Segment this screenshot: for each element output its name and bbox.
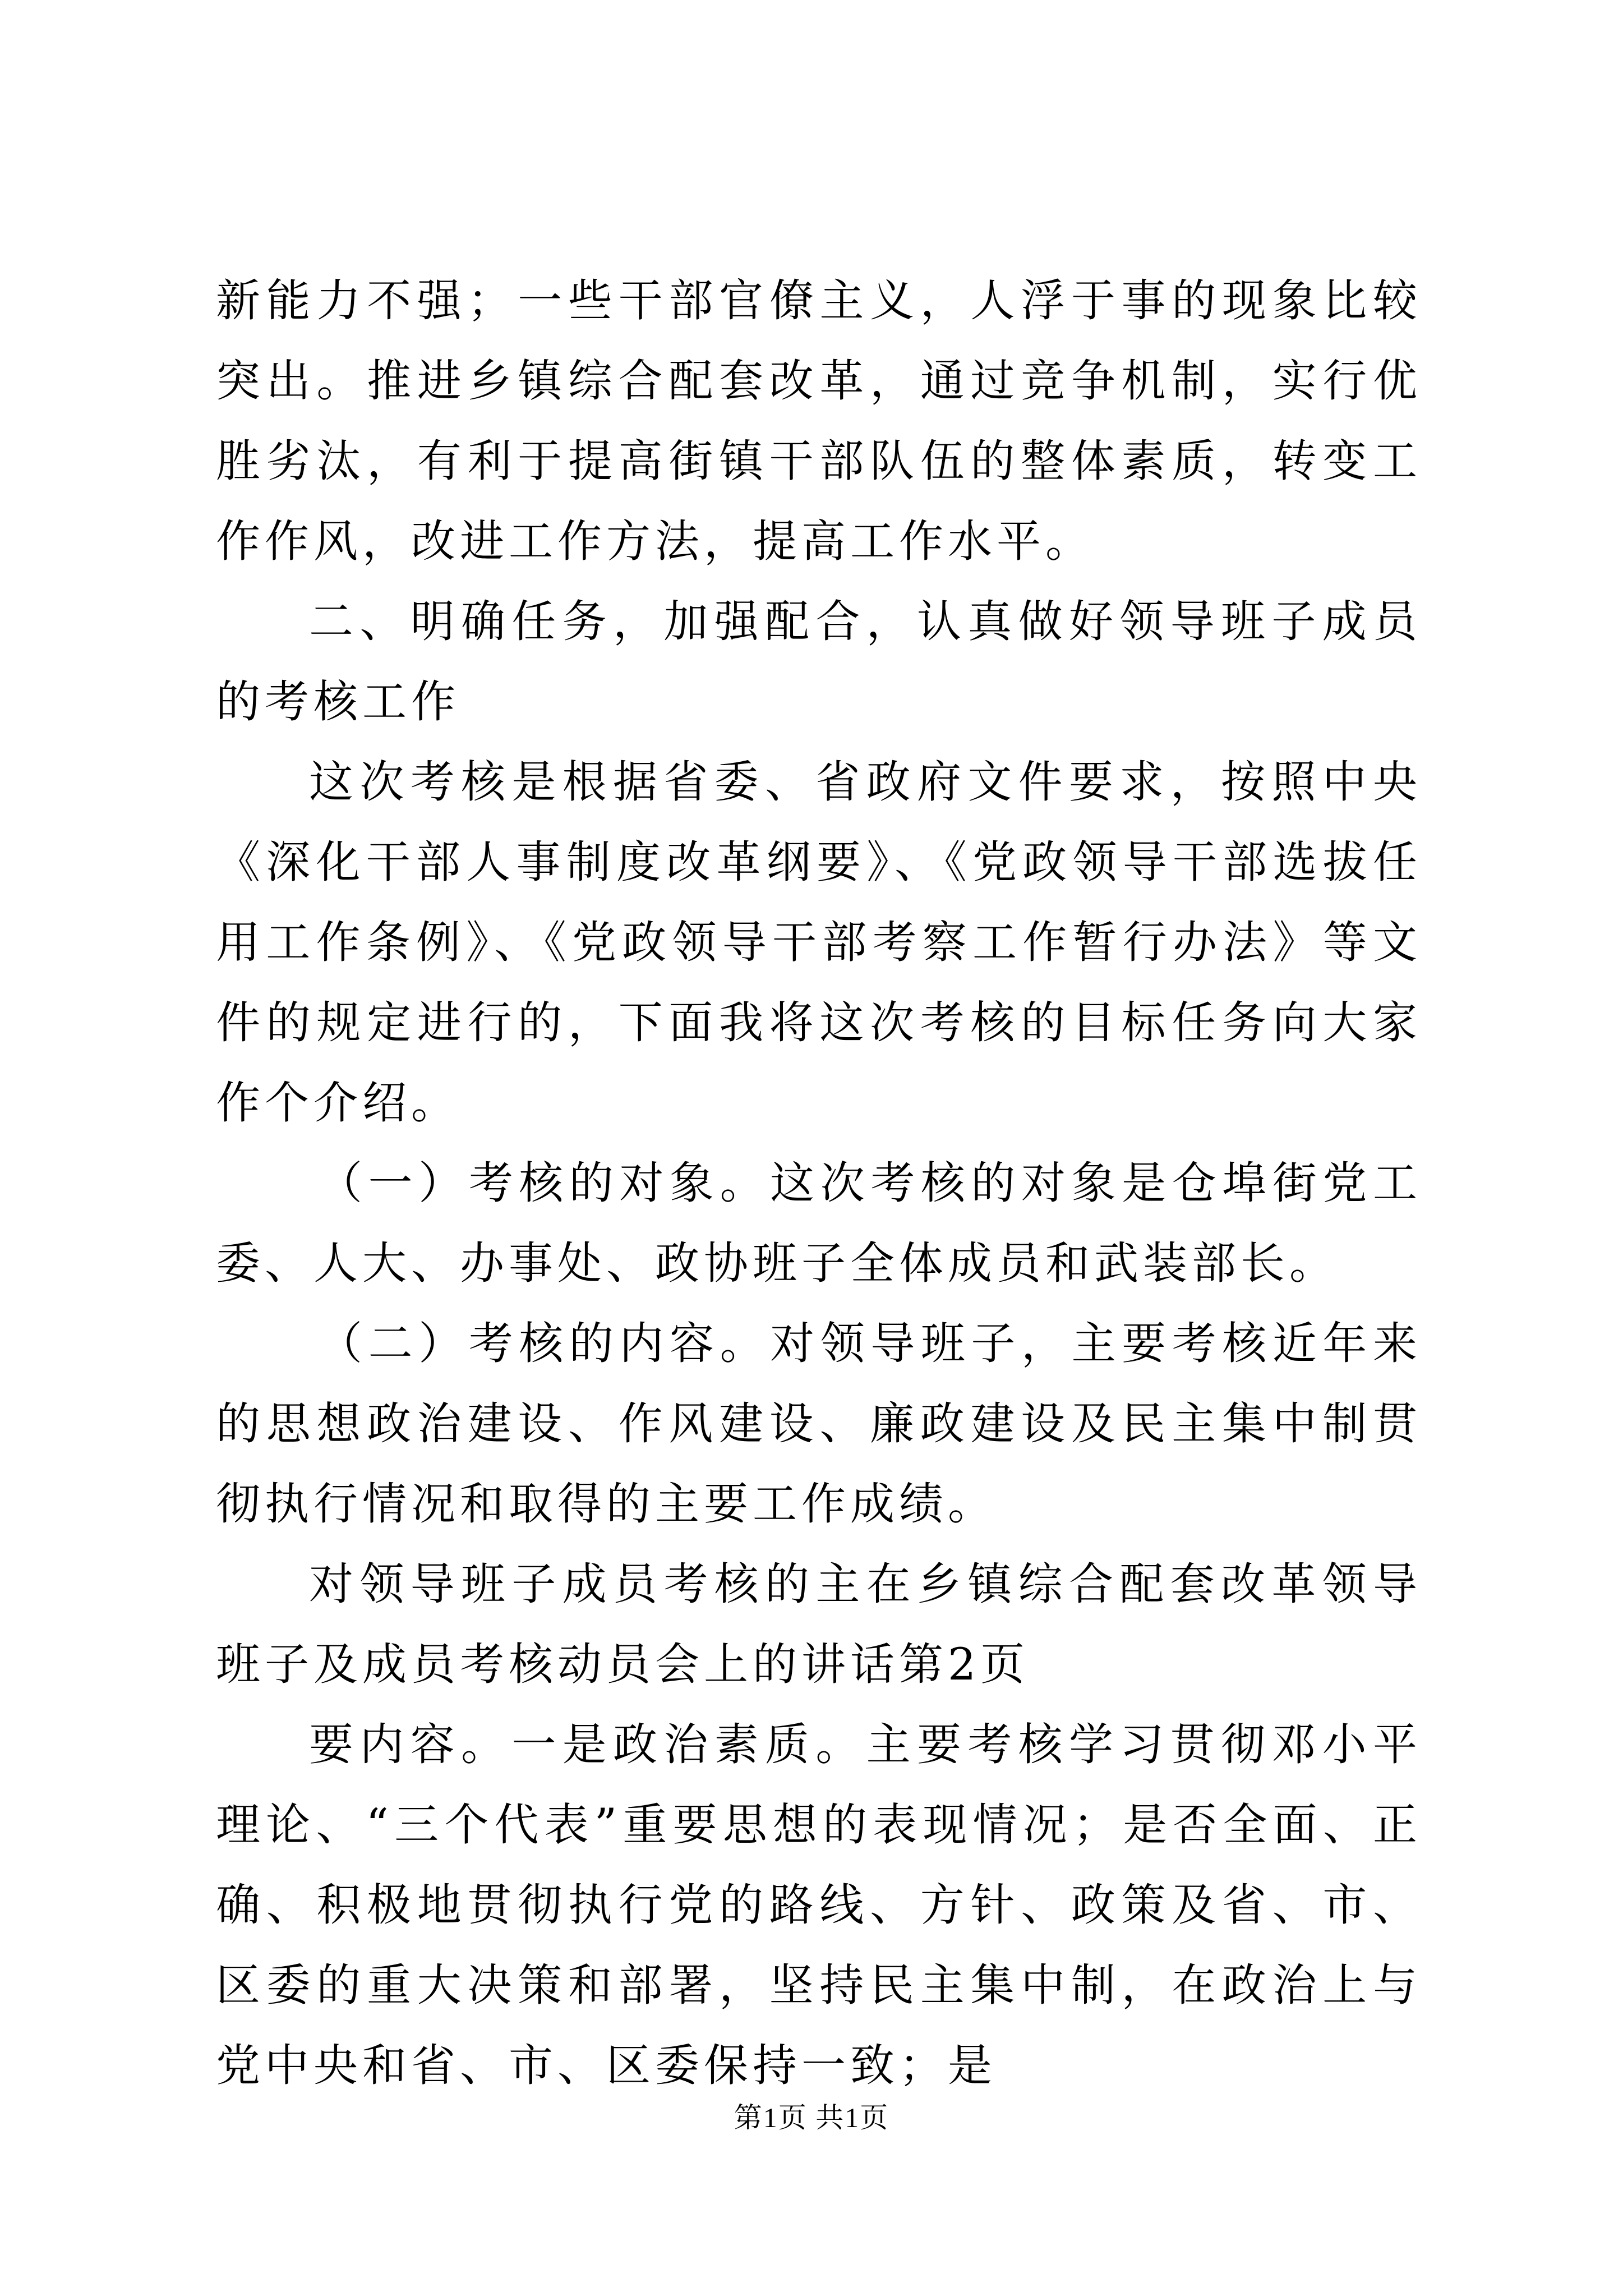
paragraph-assessment-target: （一）考核的对象。这次考核的对象是仓埠街党工委、人大、办事处、政协班子全体成员和武装部长。 [216, 1157, 1422, 1289]
paragraph-assessment-content: （二）考核的内容。对领导班子，主要考核近年来的思想政治建设、作风建设、廉政建设及民主集中制贯彻执行情况和取得的主要工作成绩。 [216, 1318, 1422, 1530]
paragraph-main-content: 要内容。一是政治素质。主要考核学习贯彻邓小平理论、“三个代表”重要思想的表现情况；是否全面、正确、积极地贯彻执行党的路线、方针、政策及省、市、区委的重大决策和部署，坚持民主集中制，在政治上与党中央和省、市、区委保持一致；是 [216, 1719, 1422, 2091]
document-body [216, 261, 1422, 2106]
paragraph-basis: 这次考核是根据省委、省政府文件要求，按照中央《深化干部人事制度改革纲要》、《党政领导干部选拔任用工作条例》、《党政领导干部考察工作暂行办法》等文件的规定进行的，下面我将这次考核的目标任务向大家作个介绍。 [216, 756, 1422, 1129]
section-heading-2: 二、明确任务，加强配合，认真做好领导班子成员的考核工作 [216, 596, 1422, 728]
page-footer: 第1页 共1页 [734, 2102, 889, 2133]
paragraph-continuation: 新能力不强；一些干部官僚主义，人浮于事的现象比较突出。推进乡镇综合配套改革，通过竞争机制，实行优胜劣汰，有利于提高街镇干部队伍的整体素质，转变工作作风，改进工作方法，提高工作水平。 [216, 275, 1422, 567]
paragraph-page-title-line: 对领导班子成员考核的主在乡镇综合配套改革领导班子及成员考核动员会上的讲话第2页 [216, 1558, 1422, 1690]
